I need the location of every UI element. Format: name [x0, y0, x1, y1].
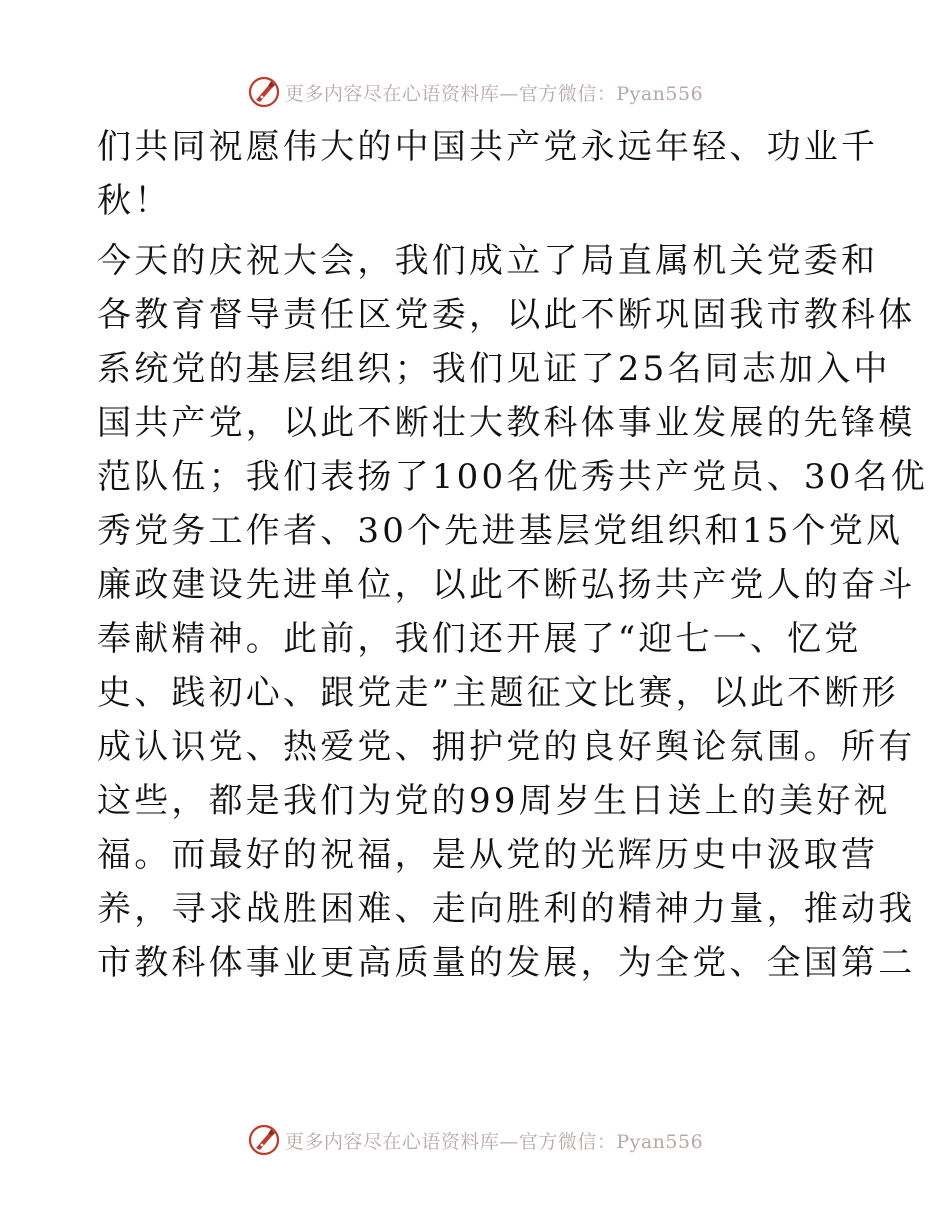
header-banner	[0, 70, 950, 114]
text-line: 秀党务工作者、30个先进基层党组织和15个党风	[97, 511, 904, 551]
text-line: 系统党的基层组织；我们见证了25名同志加入中	[97, 349, 891, 389]
pen-nib-circle-icon	[247, 75, 281, 109]
text-line: 奉献精神。此前，我们还开展了“迎七一、忆党	[97, 619, 862, 659]
text-line: 秋！	[97, 181, 172, 221]
header-banner-text: 更多内容尽在心语资料库—官方微信：Pyan556	[284, 82, 704, 105]
text-line: 范队伍；我们表扬了100名优秀共产党员、30名优	[97, 457, 928, 497]
text-line: 廉政建设先进单位，以此不断弘扬共产党人的奋斗	[97, 565, 916, 605]
footer-banner	[0, 1118, 950, 1162]
text-line: 养，寻求战胜困难、走向胜利的精神力量，推动我	[97, 889, 916, 929]
text-line: 国共产党，以此不断壮大教科体事业发展的先锋模	[97, 403, 916, 443]
paragraph-1	[97, 120, 879, 228]
pen-nib-circle-icon	[247, 1123, 281, 1157]
text-line: 这些，都是我们为党的99周岁生日送上的美好祝	[97, 781, 891, 821]
text-line: 市教科体事业更高质量的发展，为全党、全国第二	[97, 943, 916, 983]
paragraph-2	[97, 234, 928, 990]
text-line: 各教育督导责任区党委，以此不断巩固我市教科体	[97, 295, 916, 335]
text-line: 成认识党、热爱党、拥护党的良好舆论氛围。所有	[97, 727, 916, 767]
footer-banner-text: 更多内容尽在心语资料库—官方微信：Pyan556	[284, 1130, 704, 1153]
text-line: 今天的庆祝大会，我们成立了局直属机关党委和	[97, 241, 879, 281]
text-line: 福。而最好的祝福，是从党的光辉历史中汲取营	[97, 835, 879, 875]
document-body	[97, 120, 928, 990]
text-line: 史、践初心、跟党走”主题征文比赛，以此不断形	[97, 673, 899, 713]
text-line: 们共同祝愿伟大的中国共产党永远年轻、功业千	[97, 127, 879, 167]
